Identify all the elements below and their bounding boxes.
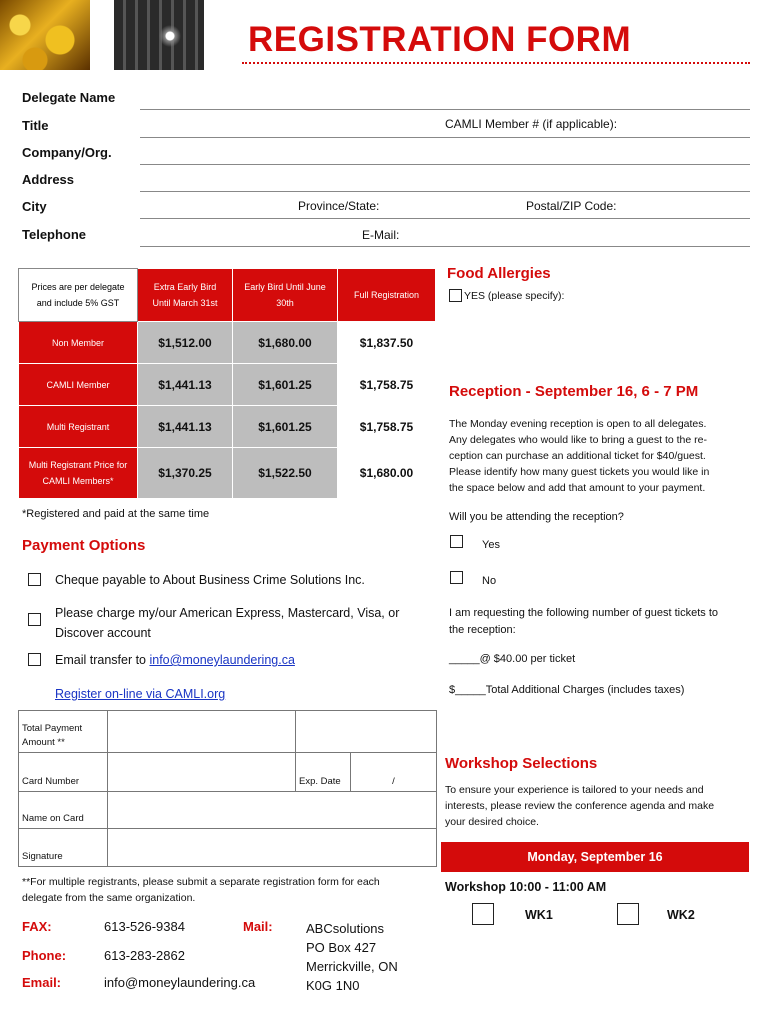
food-allergies-yes-label: YES (please specify): xyxy=(464,290,565,302)
address-field[interactable] xyxy=(140,191,750,192)
fax-number: 613-526-9384 xyxy=(104,919,185,934)
workshop-title: Workshop Selections xyxy=(445,755,598,772)
pricing-corner: Prices are per delegate and include 5% GST xyxy=(19,269,138,322)
price-cell: $1,370.25 xyxy=(138,448,233,499)
delegate-name-field[interactable] xyxy=(140,109,750,110)
contact-email: info@moneylaundering.ca xyxy=(104,975,256,990)
workshop-time: Workshop 10:00 - 11:00 AM xyxy=(445,880,607,894)
workshop-day-banner: Monday, September 16 xyxy=(441,842,749,872)
reception-title: Reception - September 16, 6 - 7 PM xyxy=(449,383,699,400)
exp-date-label: Exp. Date xyxy=(296,753,351,792)
reception-no-checkbox[interactable] xyxy=(450,571,463,584)
row-label: CAMLI Member xyxy=(19,364,138,406)
register-online-link[interactable]: Register on-line via CAMLI.org xyxy=(55,687,226,701)
reception-body: The Monday evening reception is open to all delegates. Any delegates who would like to bring a guest to the re- ception can purchase an additional ticket for $40/guest. Please identify how many guest tickets you would like in the space below and add that amount to your payment. xyxy=(449,418,710,494)
mail-label: Mail: xyxy=(243,919,273,934)
wk1-label: WK1 xyxy=(525,908,553,922)
price-cell: $1,680.00 xyxy=(338,448,436,499)
wk1-checkbox[interactable] xyxy=(472,903,494,925)
col-extra-early: Extra Early Bird Until March 31st xyxy=(138,269,233,322)
pricing-footnote: *Registered and paid at the same time xyxy=(22,508,210,520)
reception-request: I am requesting the following number of guest tickets to the reception: xyxy=(449,607,719,636)
email-contact-label: Email: xyxy=(22,975,62,990)
total-additional-field[interactable]: $_____Total Additional Charges (includes taxes) xyxy=(449,684,685,696)
card-details-table xyxy=(18,710,437,867)
reception-yes-checkbox[interactable] xyxy=(450,535,463,548)
pricing-row xyxy=(19,448,436,499)
title-label: Title xyxy=(22,118,49,133)
wk2-checkbox[interactable] xyxy=(617,903,639,925)
multi-registrant-note: **For multiple registrants, please submit a separate registration form for each delegate from the same organization. xyxy=(22,876,380,904)
price-cell: $1,601.25 xyxy=(233,364,338,406)
price-cell: $1,758.75 xyxy=(338,406,436,448)
mail-address: ABCsolutions PO Box 427 Merrickville, ON K0G 1N0 xyxy=(306,921,398,993)
title-underline xyxy=(242,62,750,64)
camli-member-label: CAMLI Member # (if applicable): xyxy=(445,117,618,131)
signature-field[interactable] xyxy=(108,829,437,867)
price-cell: $1,601.25 xyxy=(233,406,338,448)
reception-yes-label: Yes xyxy=(482,539,500,551)
city-label: City xyxy=(22,199,47,214)
delegate-name-label: Delegate Name xyxy=(22,90,116,105)
email-label: E-Mail: xyxy=(362,228,400,242)
col-early: Early Bird Until June 30th xyxy=(233,269,338,322)
total-payment-field[interactable] xyxy=(108,711,296,753)
province-label: Province/State: xyxy=(298,199,380,213)
workshop-body: To ensure your experience is tailored to your needs and interests, please review the conference agenda and make your desired choice. xyxy=(445,784,715,828)
payment-options-title: Payment Options xyxy=(22,537,146,554)
pricing-row xyxy=(19,406,436,448)
reception-question: Will you be attending the reception? xyxy=(449,511,624,523)
pricing-row xyxy=(19,322,436,364)
company-field[interactable] xyxy=(140,164,750,165)
price-cell: $1,441.13 xyxy=(138,364,233,406)
credit-card-label: Please charge my/our American Express, Mastercard, Visa, or Discover account xyxy=(55,606,400,640)
row-label: Non Member xyxy=(19,322,138,364)
price-cell: $1,680.00 xyxy=(233,322,338,364)
signature-label: Signature xyxy=(19,829,108,867)
credit-card-checkbox[interactable] xyxy=(28,613,41,626)
company-label: Company/Org. xyxy=(22,145,112,160)
coins-image xyxy=(0,0,90,70)
phone-number: 613-283-2862 xyxy=(104,948,185,963)
city-field[interactable] xyxy=(140,218,750,219)
etransfer-email-link[interactable]: info@moneylaundering.ca xyxy=(149,653,295,667)
row-label: Multi Registrant Price for CAMLI Members* xyxy=(19,448,138,499)
price-cell: $1,837.50 xyxy=(338,322,436,364)
price-cell: $1,441.13 xyxy=(138,406,233,448)
price-cell: $1,512.00 xyxy=(138,322,233,364)
etransfer-label: Email transfer to info@moneylaundering.ca xyxy=(55,653,295,667)
name-on-card-label: Name on Card xyxy=(19,792,108,829)
price-cell: $1,758.75 xyxy=(338,364,436,406)
card-number-field[interactable] xyxy=(108,753,296,792)
cheque-label: Cheque payable to About Business Crime Solutions Inc. xyxy=(55,573,365,587)
per-ticket-field[interactable]: _____@ $40.00 per ticket xyxy=(449,653,576,665)
page-title: REGISTRATION FORM xyxy=(248,20,632,59)
total-payment-label: Total Payment Amount ** xyxy=(19,711,108,753)
telephone-field[interactable] xyxy=(140,246,750,247)
card-number-label: Card Number xyxy=(19,753,108,792)
total-payment-extra[interactable] xyxy=(296,711,437,753)
exp-date-field[interactable]: / xyxy=(351,753,437,792)
pricing-row xyxy=(19,364,436,406)
col-full: Full Registration xyxy=(338,269,436,322)
postal-label: Postal/ZIP Code: xyxy=(526,199,617,213)
name-on-card-field[interactable] xyxy=(108,792,437,829)
wk2-label: WK2 xyxy=(667,908,695,922)
row-label: Multi Registrant xyxy=(19,406,138,448)
etransfer-checkbox[interactable] xyxy=(28,653,41,666)
price-cell: $1,522.50 xyxy=(233,448,338,499)
telephone-label: Telephone xyxy=(22,227,87,242)
food-allergies-title: Food Allergies xyxy=(447,265,551,282)
theater-image xyxy=(114,0,204,70)
phone-label: Phone: xyxy=(22,948,67,963)
cheque-checkbox[interactable] xyxy=(28,573,41,586)
pricing-table xyxy=(18,268,436,499)
title-field[interactable] xyxy=(140,137,750,138)
reception-no-label: No xyxy=(482,575,497,587)
food-allergies-checkbox[interactable] xyxy=(449,289,462,302)
address-label: Address xyxy=(22,172,75,187)
fax-label: FAX: xyxy=(22,919,52,934)
